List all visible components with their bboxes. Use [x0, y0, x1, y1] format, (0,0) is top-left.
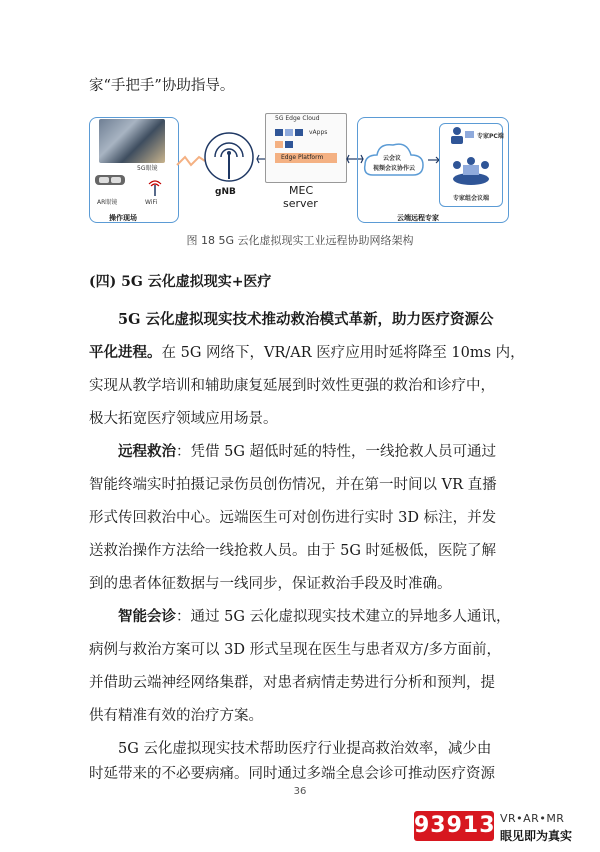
edge-platform-label: Edge Platform [281, 154, 324, 161]
app-block-icon [275, 129, 283, 136]
gnb-label: gNB [215, 187, 236, 197]
cloud-line1: 云会议 [383, 155, 402, 162]
expert-pc-icon [449, 125, 475, 145]
para1-line3: 实现从教学培训和辅助康复延展到时效性更强的救治和诊疗中， [89, 378, 495, 394]
para1-line2-bold: 平化进程。 [89, 344, 162, 361]
logo-slogan: 眼见即为真实 [500, 829, 573, 843]
app-block-icon [285, 129, 293, 136]
para3-line1-rest: ：通过 5G 云化虚拟现实技术建立的异地多人通讯， [176, 609, 511, 625]
edge-cloud-label: 5G Edge Cloud [275, 115, 320, 122]
para1-line4: 极大拓宽医疗领域应用场景。 [89, 411, 278, 427]
para1-line2-rest: 在 5G 网络下，VR/AR 医疗应用时延将降至 10ms 内， [161, 345, 525, 361]
site-label: 操作现场 [109, 214, 137, 222]
para2-line4: 送救治操作方法给一线抢救人员。由于 5G 时延极低，医院了解 [89, 543, 497, 559]
para2-line5: 到的患者体征数据与一线同步，保证救治手段及时准确。 [89, 576, 452, 592]
para3-line1-bold: 智能会诊 [118, 608, 176, 625]
page-number: 36 [293, 786, 307, 797]
expert-group-label: 专家组会议端 [453, 195, 490, 202]
site-logo [414, 806, 600, 852]
para3-line1 [118, 607, 511, 627]
para4-line1: 5G 云化虚拟现实技术帮助医疗行业提高救治效率，减少由 [118, 741, 492, 757]
figure-caption: 图 18 5G 云化虚拟现实工业远程协助网络架构 [186, 234, 414, 247]
para2-line1-bold: 远程救治 [118, 443, 176, 460]
logo-tagline: VR•AR•MR [500, 812, 565, 825]
para3-line2: 病例与救治方案可以 3D 形式呈现在医生与患者双方/多方面前， [89, 642, 501, 658]
mec-server-box [265, 113, 347, 183]
para2-line2: 智能终端实时拍摄记录伤员创伤情况，并在第一时间以 VR 直播 [89, 477, 497, 493]
expert-pc-label: 专家PC端 [477, 133, 504, 140]
app-block-icon [295, 129, 303, 136]
vapps-label: vApps [309, 129, 328, 136]
app-block-icon [285, 141, 293, 148]
ar-glasses-icon [93, 169, 133, 195]
gnb-tower-icon [201, 131, 257, 187]
section-heading: (四) 5G 云化虚拟现实+医疗 [89, 274, 272, 290]
network-architecture-figure [89, 111, 511, 231]
glass-label: 5G眼镜 [137, 165, 158, 172]
wifi-label: WiFi [145, 199, 158, 206]
expert-group-icon [447, 155, 495, 189]
para4-line2: 时延带来的不必要病痛。同时通过多端全息会诊可推动医疗资源 [89, 766, 495, 782]
server-label: server [283, 197, 318, 210]
ar-glass-label: AR眼镜 [97, 199, 118, 206]
para3-line3: 并借助云端神经网络集群，对患者病情走势进行分析和预判，提 [89, 675, 495, 691]
cloud-line2: 视频会议协作云 [373, 165, 416, 172]
remote-expert-label: 云端远程专家 [397, 214, 439, 222]
site-photo [99, 119, 165, 163]
wifi-icon [145, 177, 165, 197]
mec-label: MEC [289, 184, 314, 197]
para3-line4: 供有精准有效的治疗方案。 [89, 708, 263, 724]
para1-line1: 5G 云化虚拟现实技术推动救治模式革新，助力医疗资源公 [118, 311, 494, 328]
logo-number: 93913 [414, 811, 494, 841]
para2-line3: 形式传回救治中心。远端医生可对创伤进行实时 3D 标注，并发 [89, 510, 497, 526]
para2-line1-rest: ：凭借 5G 超低时延的特性，一线抢救人员可通过 [176, 444, 497, 460]
para1-line2 [89, 343, 525, 363]
app-block-icon [275, 141, 283, 148]
para2-line1 [118, 442, 496, 462]
intro-line: 家“手把手”协助指导。 [89, 78, 235, 94]
